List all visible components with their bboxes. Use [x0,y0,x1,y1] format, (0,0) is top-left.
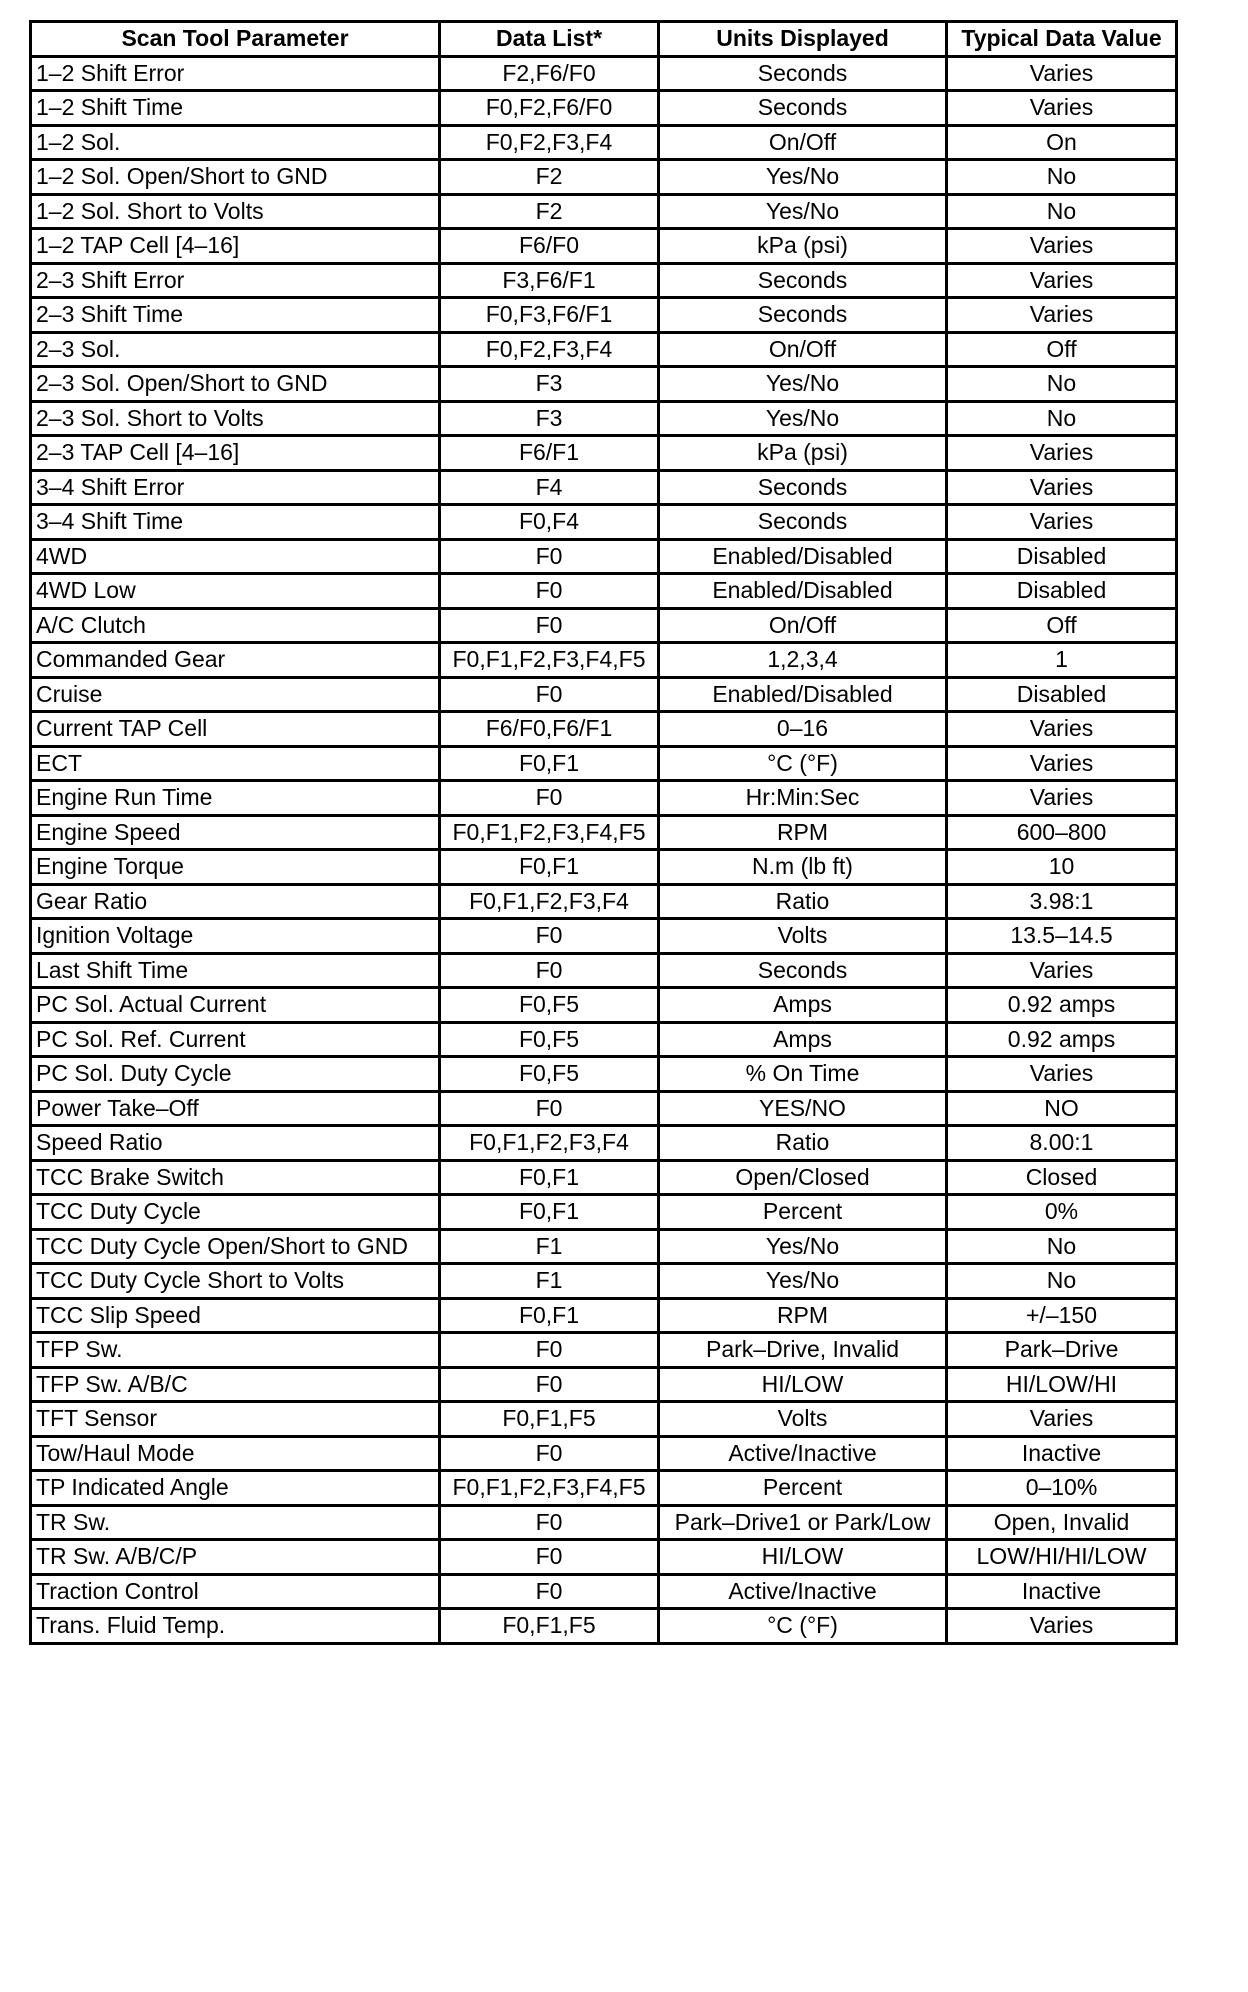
cell-parameter: 1–2 Sol. [31,125,440,160]
table-row [31,91,1177,126]
cell-data-list: F0 [440,1574,659,1609]
cell-units: 0–16 [659,712,947,747]
table-row [31,988,1177,1023]
scan-tool-data-table [29,20,1178,1645]
table-row [31,1540,1177,1575]
cell-units: Yes/No [659,1229,947,1264]
cell-typical-value: Varies [947,746,1177,781]
cell-units: Seconds [659,953,947,988]
cell-units: Enabled/Disabled [659,677,947,712]
cell-typical-value: 0.92 amps [947,1022,1177,1057]
cell-typical-value: Inactive [947,1574,1177,1609]
cell-data-list: F0,F5 [440,1057,659,1092]
cell-units: RPM [659,1298,947,1333]
cell-typical-value: Varies [947,712,1177,747]
cell-parameter: PC Sol. Ref. Current [31,1022,440,1057]
table-row [31,608,1177,643]
cell-data-list: F0,F2,F6/F0 [440,91,659,126]
table-row [31,1160,1177,1195]
cell-units: kPa (psi) [659,229,947,264]
table-row [31,1367,1177,1402]
cell-typical-value: No [947,1264,1177,1299]
table-row [31,1436,1177,1471]
cell-parameter: ECT [31,746,440,781]
table-row [31,746,1177,781]
cell-data-list: F6/F0 [440,229,659,264]
table-row [31,1298,1177,1333]
header-units-displayed: Units Displayed [659,22,947,57]
cell-typical-value: 600–800 [947,815,1177,850]
cell-units: N.m (lb ft) [659,850,947,885]
cell-data-list: F1 [440,1229,659,1264]
cell-parameter: 4WD [31,539,440,574]
cell-units: Yes/No [659,194,947,229]
cell-units: Seconds [659,91,947,126]
cell-parameter: Traction Control [31,1574,440,1609]
table-row [31,1091,1177,1126]
cell-parameter: PC Sol. Duty Cycle [31,1057,440,1092]
table-row [31,815,1177,850]
cell-units: HI/LOW [659,1367,947,1402]
cell-units: Active/Inactive [659,1436,947,1471]
cell-units: Open/Closed [659,1160,947,1195]
cell-parameter: Ignition Voltage [31,919,440,954]
table-row [31,643,1177,678]
cell-units: Hr:Min:Sec [659,781,947,816]
cell-parameter: PC Sol. Actual Current [31,988,440,1023]
cell-typical-value: Varies [947,1609,1177,1644]
cell-data-list: F0,F5 [440,988,659,1023]
cell-typical-value: Varies [947,263,1177,298]
cell-units: Seconds [659,263,947,298]
cell-parameter: 2–3 Shift Error [31,263,440,298]
cell-typical-value: 13.5–14.5 [947,919,1177,954]
cell-data-list: F0,F1 [440,1195,659,1230]
cell-typical-value: LOW/HI/HI/LOW [947,1540,1177,1575]
cell-data-list: F0 [440,1436,659,1471]
table-row [31,884,1177,919]
cell-data-list: F0,F1 [440,850,659,885]
cell-typical-value: 8.00:1 [947,1126,1177,1161]
cell-units: Amps [659,988,947,1023]
table-row [31,56,1177,91]
table-row [31,367,1177,402]
cell-typical-value: No [947,1229,1177,1264]
scan-tool-data-table-container [29,20,1175,1645]
cell-data-list: F0,F3,F6/F1 [440,298,659,333]
table-body [31,56,1177,1643]
cell-parameter: Engine Run Time [31,781,440,816]
cell-typical-value: Varies [947,470,1177,505]
cell-typical-value: No [947,401,1177,436]
cell-units: HI/LOW [659,1540,947,1575]
cell-units: Seconds [659,505,947,540]
cell-units: On/Off [659,608,947,643]
cell-data-list: F0 [440,1091,659,1126]
cell-parameter: 1–2 Sol. Short to Volts [31,194,440,229]
cell-typical-value: No [947,194,1177,229]
cell-typical-value: Open, Invalid [947,1505,1177,1540]
table-row [31,1229,1177,1264]
cell-typical-value: Off [947,332,1177,367]
cell-typical-value: Varies [947,436,1177,471]
table-row [31,470,1177,505]
cell-parameter: 2–3 Sol. Open/Short to GND [31,367,440,402]
cell-parameter: Commanded Gear [31,643,440,678]
cell-units: Yes/No [659,160,947,195]
cell-data-list: F0 [440,1505,659,1540]
table-row [31,677,1177,712]
cell-data-list: F0,F1,F5 [440,1402,659,1437]
cell-typical-value: 10 [947,850,1177,885]
cell-typical-value: +/–150 [947,1298,1177,1333]
cell-parameter: Tow/Haul Mode [31,1436,440,1471]
cell-units: Seconds [659,56,947,91]
table-row [31,401,1177,436]
cell-parameter: 1–2 Shift Error [31,56,440,91]
table-row [31,1057,1177,1092]
cell-data-list: F3,F6/F1 [440,263,659,298]
cell-units: Enabled/Disabled [659,574,947,609]
cell-data-list: F0 [440,1367,659,1402]
cell-units: YES/NO [659,1091,947,1126]
cell-parameter: TCC Duty Cycle [31,1195,440,1230]
table-row [31,505,1177,540]
cell-data-list: F0,F2,F3,F4 [440,125,659,160]
cell-data-list: F6/F1 [440,436,659,471]
cell-parameter: Speed Ratio [31,1126,440,1161]
cell-typical-value: Varies [947,91,1177,126]
cell-data-list: F0,F1,F2,F3,F4 [440,1126,659,1161]
cell-data-list: F0,F1,F5 [440,1609,659,1644]
cell-parameter: TFP Sw. [31,1333,440,1368]
header-data-list: Data List* [440,22,659,57]
table-header [31,22,1177,57]
cell-parameter: 1–2 TAP Cell [4–16] [31,229,440,264]
cell-parameter: 2–3 Sol. Short to Volts [31,401,440,436]
cell-units: Yes/No [659,1264,947,1299]
table-row [31,1574,1177,1609]
cell-data-list: F2,F6/F0 [440,56,659,91]
cell-typical-value: Disabled [947,574,1177,609]
cell-units: Ratio [659,884,947,919]
cell-typical-value: NO [947,1091,1177,1126]
table-row [31,263,1177,298]
table-row [31,953,1177,988]
cell-typical-value: 0% [947,1195,1177,1230]
cell-parameter: 2–3 Sol. [31,332,440,367]
cell-data-list: F0 [440,608,659,643]
cell-data-list: F0,F1,F2,F3,F4 [440,884,659,919]
cell-typical-value: Closed [947,1160,1177,1195]
cell-parameter: TCC Duty Cycle Open/Short to GND [31,1229,440,1264]
table-row [31,194,1177,229]
cell-typical-value: Disabled [947,677,1177,712]
cell-parameter: 4WD Low [31,574,440,609]
cell-parameter: TR Sw. [31,1505,440,1540]
cell-units: Active/Inactive [659,1574,947,1609]
table-row [31,1505,1177,1540]
cell-parameter: TCC Slip Speed [31,1298,440,1333]
table-row [31,1022,1177,1057]
cell-data-list: F0,F2,F3,F4 [440,332,659,367]
cell-typical-value: Disabled [947,539,1177,574]
header-scan-tool-parameter: Scan Tool Parameter [31,22,440,57]
cell-parameter: A/C Clutch [31,608,440,643]
cell-units: On/Off [659,125,947,160]
cell-typical-value: Varies [947,781,1177,816]
cell-parameter: Trans. Fluid Temp. [31,1609,440,1644]
cell-data-list: F0 [440,574,659,609]
table-row [31,436,1177,471]
cell-units: Enabled/Disabled [659,539,947,574]
table-row [31,1471,1177,1506]
header-row [31,22,1177,57]
cell-data-list: F0,F1 [440,746,659,781]
cell-data-list: F0,F5 [440,1022,659,1057]
cell-parameter: 1–2 Sol. Open/Short to GND [31,160,440,195]
cell-typical-value: Varies [947,953,1177,988]
cell-units: Percent [659,1195,947,1230]
cell-parameter: TR Sw. A/B/C/P [31,1540,440,1575]
cell-typical-value: No [947,367,1177,402]
table-row [31,781,1177,816]
cell-data-list: F0 [440,677,659,712]
cell-parameter: Current TAP Cell [31,712,440,747]
cell-units: Ratio [659,1126,947,1161]
cell-parameter: 3–4 Shift Time [31,505,440,540]
table-row [31,1126,1177,1161]
cell-data-list: F0 [440,1333,659,1368]
cell-data-list: F0,F1,F2,F3,F4,F5 [440,1471,659,1506]
table-row [31,1195,1177,1230]
cell-units: °C (°F) [659,1609,947,1644]
cell-parameter: 2–3 Shift Time [31,298,440,333]
cell-parameter: 1–2 Shift Time [31,91,440,126]
cell-parameter: 2–3 TAP Cell [4–16] [31,436,440,471]
cell-units: °C (°F) [659,746,947,781]
cell-parameter: Cruise [31,677,440,712]
cell-data-list: F2 [440,194,659,229]
cell-typical-value: No [947,160,1177,195]
cell-units: Percent [659,1471,947,1506]
cell-data-list: F3 [440,401,659,436]
table-row [31,160,1177,195]
cell-data-list: F4 [440,470,659,505]
cell-units: kPa (psi) [659,436,947,471]
cell-parameter: Last Shift Time [31,953,440,988]
cell-parameter: TCC Duty Cycle Short to Volts [31,1264,440,1299]
cell-data-list: F0 [440,953,659,988]
cell-typical-value: Varies [947,505,1177,540]
table-row [31,125,1177,160]
header-typical-data-value: Typical Data Value [947,22,1177,57]
cell-parameter: Engine Speed [31,815,440,850]
cell-parameter: TFT Sensor [31,1402,440,1437]
cell-typical-value: Varies [947,298,1177,333]
cell-typical-value: Varies [947,1057,1177,1092]
table-row [31,574,1177,609]
cell-data-list: F0 [440,919,659,954]
cell-units: Park–Drive, Invalid [659,1333,947,1368]
cell-typical-value: Varies [947,1402,1177,1437]
cell-parameter: TP Indicated Angle [31,1471,440,1506]
table-row [31,298,1177,333]
table-row [31,229,1177,264]
cell-typical-value: 1 [947,643,1177,678]
cell-typical-value: Varies [947,229,1177,264]
cell-parameter: Gear Ratio [31,884,440,919]
cell-units: Volts [659,919,947,954]
cell-data-list: F2 [440,160,659,195]
cell-units: Yes/No [659,401,947,436]
cell-data-list: F3 [440,367,659,402]
cell-data-list: F1 [440,1264,659,1299]
table-row [31,712,1177,747]
cell-parameter: Engine Torque [31,850,440,885]
cell-units: Amps [659,1022,947,1057]
cell-typical-value: On [947,125,1177,160]
cell-data-list: F0,F1 [440,1298,659,1333]
cell-data-list: F0,F1,F2,F3,F4,F5 [440,643,659,678]
cell-data-list: F0 [440,1540,659,1575]
cell-units: % On Time [659,1057,947,1092]
cell-typical-value: 3.98:1 [947,884,1177,919]
cell-units: Park–Drive1 or Park/Low [659,1505,947,1540]
table-row [31,1264,1177,1299]
cell-typical-value: Off [947,608,1177,643]
cell-units: RPM [659,815,947,850]
cell-parameter: 3–4 Shift Error [31,470,440,505]
cell-data-list: F0,F4 [440,505,659,540]
cell-parameter: Power Take–Off [31,1091,440,1126]
cell-units: Volts [659,1402,947,1437]
cell-typical-value: 0.92 amps [947,988,1177,1023]
table-row [31,1333,1177,1368]
cell-typical-value: HI/LOW/HI [947,1367,1177,1402]
cell-units: On/Off [659,332,947,367]
table-row [31,850,1177,885]
cell-typical-value: Inactive [947,1436,1177,1471]
table-row [31,919,1177,954]
cell-typical-value: Park–Drive [947,1333,1177,1368]
table-row [31,539,1177,574]
cell-data-list: F0,F1 [440,1160,659,1195]
cell-data-list: F0,F1,F2,F3,F4,F5 [440,815,659,850]
cell-units: Yes/No [659,367,947,402]
cell-data-list: F0 [440,539,659,574]
cell-data-list: F0 [440,781,659,816]
table-row [31,1609,1177,1644]
table-row [31,1402,1177,1437]
cell-data-list: F6/F0,F6/F1 [440,712,659,747]
cell-units: Seconds [659,298,947,333]
cell-typical-value: 0–10% [947,1471,1177,1506]
cell-typical-value: Varies [947,56,1177,91]
cell-units: Seconds [659,470,947,505]
cell-units: 1,2,3,4 [659,643,947,678]
cell-parameter: TCC Brake Switch [31,1160,440,1195]
cell-parameter: TFP Sw. A/B/C [31,1367,440,1402]
table-row [31,332,1177,367]
